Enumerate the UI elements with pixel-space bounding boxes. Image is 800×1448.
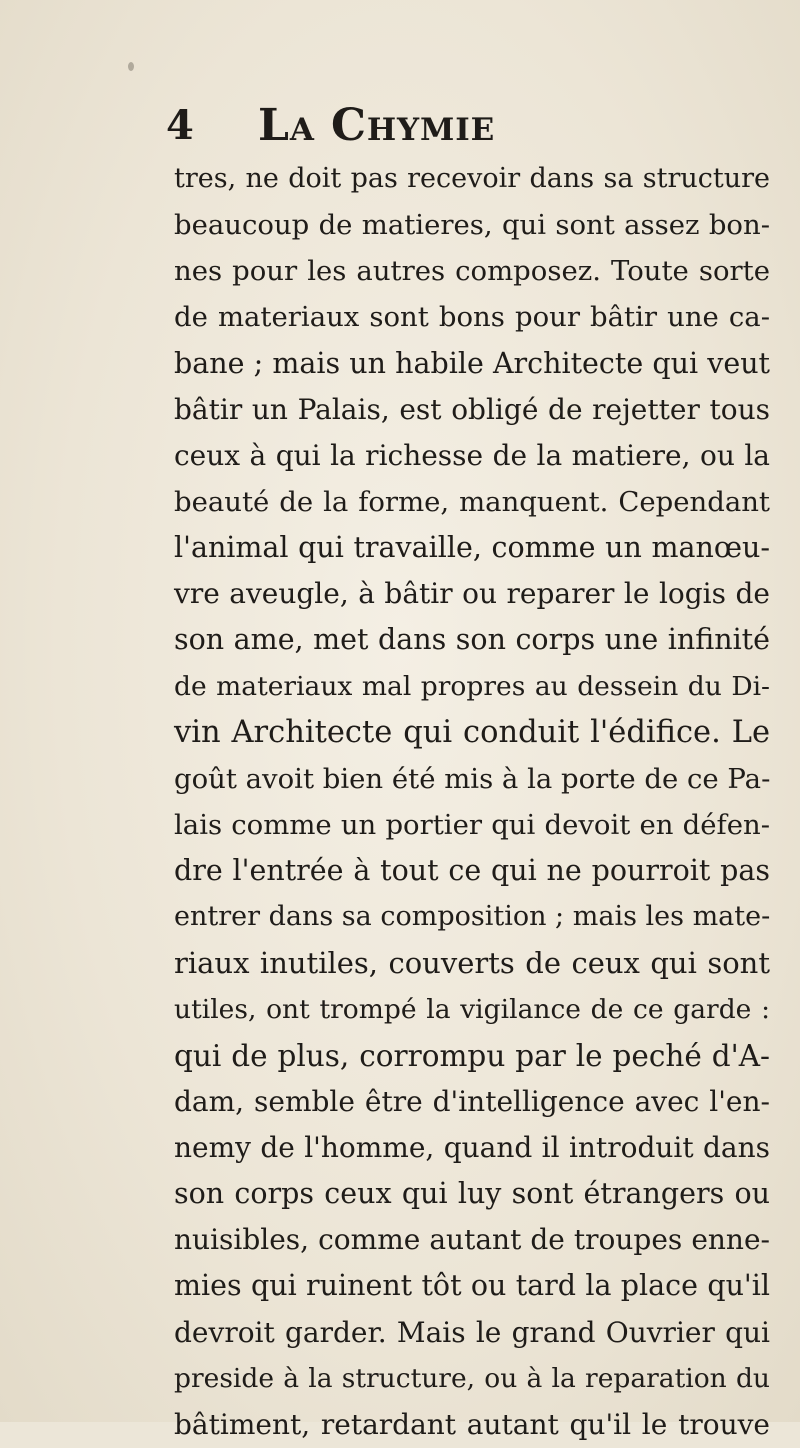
text-line: vre aveugle, à bâtir ou reparer le logis de <box>174 577 770 611</box>
page-header <box>166 96 766 152</box>
text-line: tres, ne doit pas recevoir dans sa structure <box>174 163 770 194</box>
text-line: goût avoit bien été mis à la porte de ce Pa- <box>174 762 771 795</box>
text-line: de materiaux sont bons pour bâtir une ca- <box>174 301 770 334</box>
running-title: La Chymie <box>258 100 496 151</box>
text-line: bane ; mais un habile Architecte qui veut <box>174 346 770 380</box>
text-line: bâtir un Palais, est obligé de rejetter tous <box>174 392 770 426</box>
text-line: preside à la structure, ou à la reparation du <box>174 1362 770 1394</box>
text-line: vin Architecte qui conduit l'édifice. Le <box>174 714 770 750</box>
text-line: nes pour les autres composez. Toute sorte <box>174 255 770 288</box>
text-line: l'animal qui travaille, comme un manœu- <box>174 531 770 565</box>
page-number: 4 <box>166 102 194 149</box>
text-line: riaux inutiles, couverts de ceux qui sont <box>174 946 770 981</box>
text-line: mies qui ruinent tôt ou tard la place qu'il <box>174 1269 770 1303</box>
text-line: utiles, ont trompé la vigilance de ce garde : <box>174 993 770 1025</box>
text-line: nuisibles, comme autant de troupes enne- <box>174 1223 770 1257</box>
text-line: beauté de la forme, manquent. Cependant <box>174 485 770 518</box>
text-line: bâtiment, retardant autant qu'il le trouve <box>174 1407 770 1441</box>
text-line: ceux à qui la richesse de la matiere, ou la <box>174 438 770 472</box>
text-line: dre l'entrée à tout ce qui ne pourroit pas <box>174 854 770 888</box>
ink-spot <box>128 62 134 71</box>
text-line: de materiaux mal propres au dessein du Di- <box>174 670 770 702</box>
text-line: qui de plus, corrompu par le peché d'A- <box>174 1038 770 1073</box>
text-line: son corps ceux qui luy sont étrangers ou <box>174 1177 770 1211</box>
text-line: beaucoup de matieres, qui sont assez bon- <box>174 209 770 242</box>
text-line: dam, semble être d'intelligence avec l'en- <box>174 1084 770 1118</box>
text-line: nemy de l'homme, quand il introduit dans <box>174 1130 770 1164</box>
body-text <box>174 156 770 1448</box>
text-line: lais comme un portier qui devoit en défen- <box>174 808 770 841</box>
text-line: devroit garder. Mais le grand Ouvrier qui <box>174 1315 770 1349</box>
text-line: entrer dans sa composition ; mais les mate- <box>174 901 771 933</box>
text-line: son ame, met dans son corps une infinité <box>174 623 770 657</box>
